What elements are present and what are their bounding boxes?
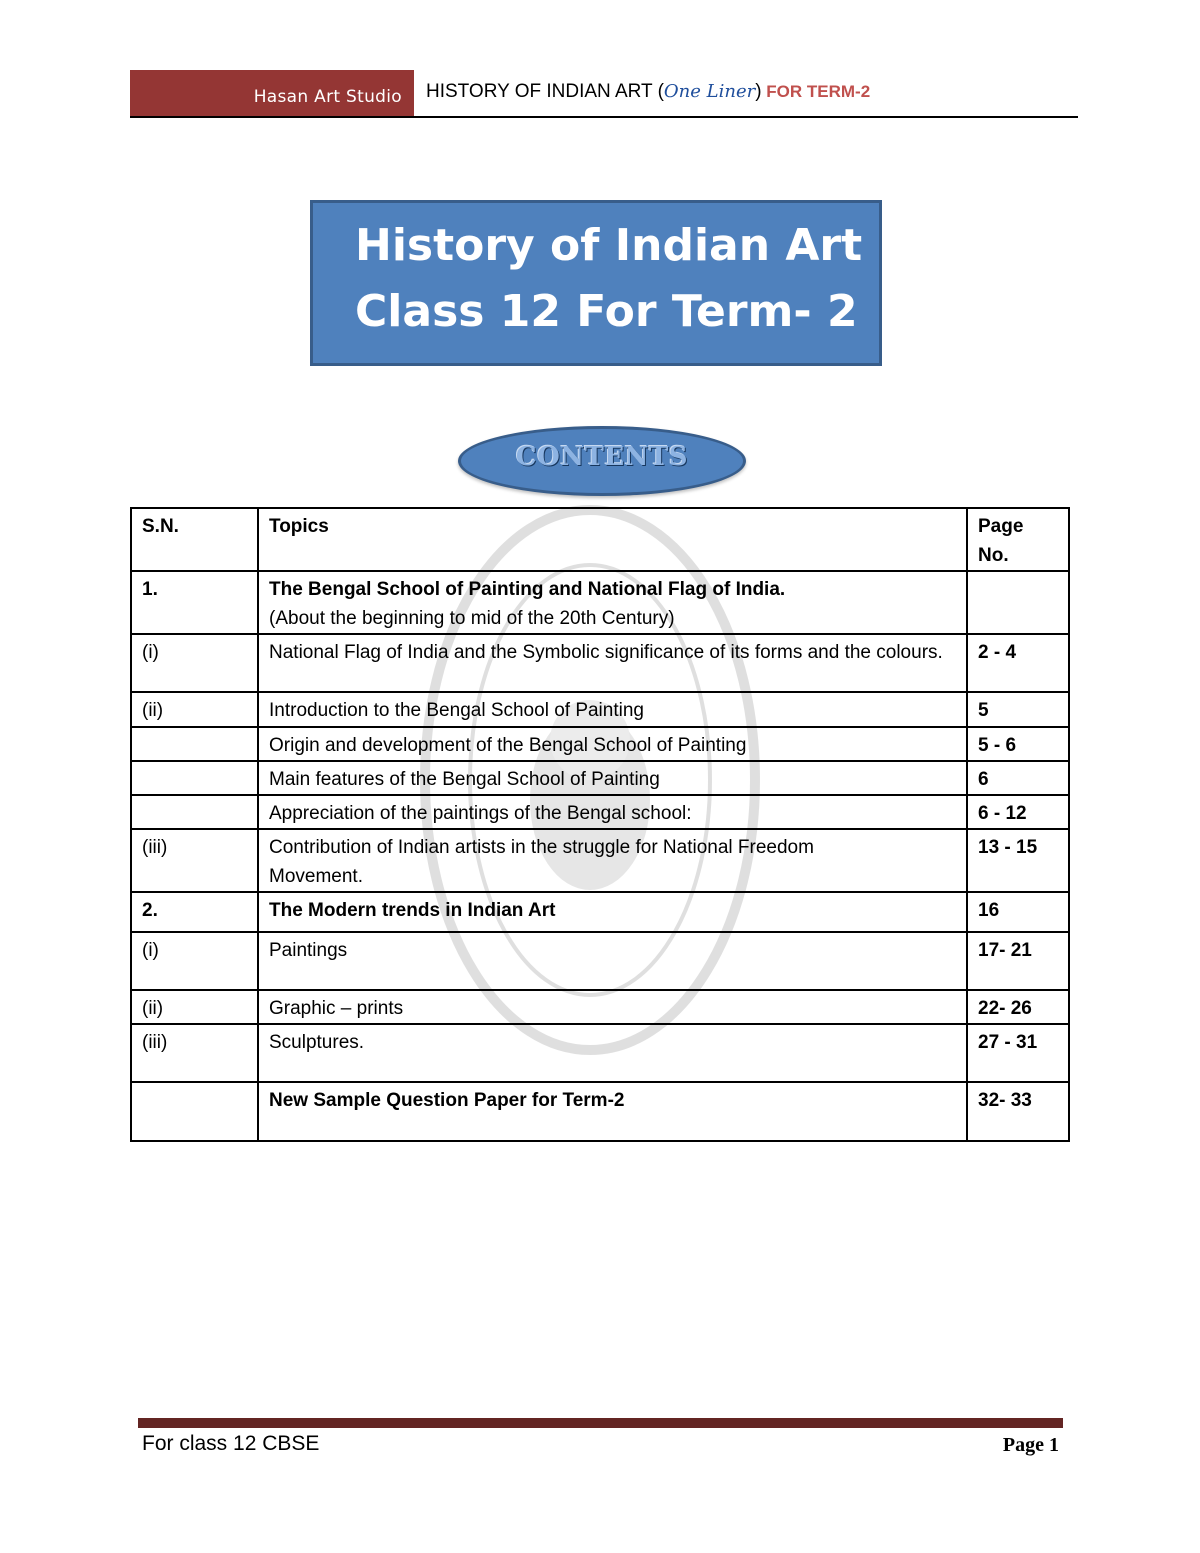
header-title-term: FOR TERM-2 — [761, 82, 871, 101]
row-page: 32- 33 — [967, 1082, 1069, 1141]
row-topic: Contribution of Indian artists in the struggle for National Freedom Movement. — [258, 829, 967, 892]
row-page: 6 - 12 — [967, 795, 1069, 829]
contents-badge — [458, 426, 746, 496]
table-row — [131, 761, 1069, 795]
title-box — [310, 200, 882, 366]
row-sn: (ii) — [131, 692, 258, 727]
table-row — [131, 634, 1069, 692]
row-sn — [131, 727, 258, 761]
table-row — [131, 892, 1069, 932]
contents-label: CONTENTS — [515, 442, 689, 472]
table-row — [131, 727, 1069, 761]
title-line-2: Class 12 For Term- 2 — [355, 286, 858, 337]
row-page: 16 — [967, 892, 1069, 932]
row-topic: Main features of the Bengal School of Painting — [258, 761, 967, 795]
row-sn: (i) — [131, 634, 258, 692]
table-row — [131, 829, 1069, 892]
header-studio-name: Hasan Art Studio — [253, 87, 402, 107]
row-sn: (iii) — [131, 1024, 258, 1082]
row-page: 6 — [967, 761, 1069, 795]
header-page — [967, 508, 1069, 571]
row-page: 13 - 15 — [967, 829, 1069, 892]
contents-table — [130, 507, 1070, 1142]
row-topic: Sculptures. — [258, 1024, 967, 1082]
row-page: 2 - 4 — [967, 634, 1069, 692]
row-page: 5 - 6 — [967, 727, 1069, 761]
table-row — [131, 932, 1069, 990]
row-page: 22- 26 — [967, 990, 1069, 1024]
row-topic: New Sample Question Paper for Term-2 — [258, 1082, 967, 1141]
row-sn — [131, 795, 258, 829]
footer-divider — [138, 1418, 1063, 1428]
header-divider — [130, 116, 1078, 118]
table-row — [131, 692, 1069, 727]
header-studio-bar — [130, 70, 414, 117]
header-topics: Topics — [258, 508, 967, 571]
row-sn: (i) — [131, 932, 258, 990]
row-sn — [131, 1082, 258, 1141]
header-title — [426, 81, 870, 103]
table-row — [131, 1024, 1069, 1082]
row-topic: Appreciation of the paintings of the Bengal school: — [258, 795, 967, 829]
row-sn: 1. — [131, 571, 258, 634]
row-sn: (iii) — [131, 829, 258, 892]
row-topic: National Flag of India and the Symbolic significance of its forms and the colours. — [258, 634, 967, 692]
row-page — [967, 571, 1069, 634]
title-line-1: History of Indian Art — [355, 220, 863, 271]
row-topic — [258, 571, 967, 634]
row-topic-title: The Bengal School of Painting and National Flag of India. — [269, 579, 786, 600]
table-row — [131, 1082, 1069, 1141]
row-page: 27 - 31 — [967, 1024, 1069, 1082]
table-row — [131, 795, 1069, 829]
table-row — [131, 990, 1069, 1024]
row-topic: The Modern trends in Indian Art — [258, 892, 967, 932]
row-topic-subtitle: (About the beginning to mid of the 20th Century) — [269, 608, 675, 629]
header-page-label: Page No. — [978, 516, 1024, 566]
row-page: 17- 21 — [967, 932, 1069, 990]
row-topic: Paintings — [258, 932, 967, 990]
row-sn: (ii) — [131, 990, 258, 1024]
footer-class-label: For class 12 CBSE — [142, 1432, 320, 1455]
row-topic: Introduction to the Bengal School of Painting — [258, 692, 967, 727]
row-topic: Graphic – prints — [258, 990, 967, 1024]
header-title-script: One Liner — [663, 81, 756, 102]
table-row — [131, 571, 1069, 634]
row-sn — [131, 761, 258, 795]
table-header-row — [131, 508, 1069, 571]
header-sn: S.N. — [131, 508, 258, 571]
header-title-main: HISTORY OF INDIAN ART ( — [426, 81, 664, 102]
footer-page-number: Page 1 — [1002, 1434, 1059, 1456]
row-sn: 2. — [131, 892, 258, 932]
row-page: 5 — [967, 692, 1069, 727]
row-topic: Origin and development of the Bengal School of Painting — [258, 727, 967, 761]
header-title-close: ) — [755, 81, 762, 102]
